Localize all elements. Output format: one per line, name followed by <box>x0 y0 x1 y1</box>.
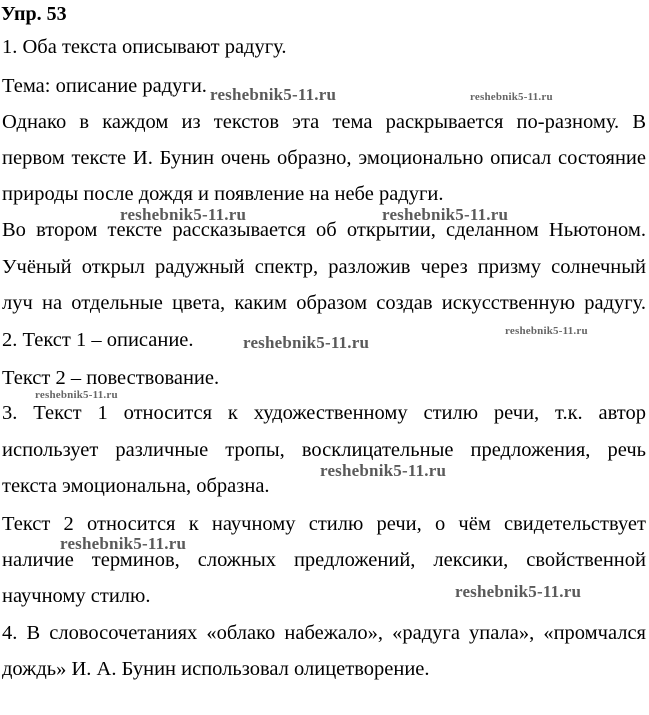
watermark: reshebnik5-11.ru <box>505 325 588 337</box>
exercise-heading: Упр. 53 <box>1 3 67 25</box>
watermark: reshebnik5-11.ru <box>470 91 553 103</box>
text-line-16: научному стилю. <box>2 585 151 607</box>
text-line-1: 1. Оба текста описывают радугу. <box>2 36 287 58</box>
watermark: reshebnik5-11.ru <box>243 333 370 352</box>
text-line-15: наличие терминов, сложных предложений, лексики, свойственной <box>2 549 646 571</box>
text-line-13: текста эмоциональна, образна. <box>2 475 270 497</box>
text-line-14: Текст 2 относится к научному стилю речи, о чём свидетельствует <box>2 513 646 535</box>
watermark: reshebnik5-11.ru <box>120 205 247 224</box>
text-line-5: природы после дождя и появление на небе радуги. <box>2 183 444 205</box>
text-line-3: Однако в каждом из текстов эта тема раскрывается по-разному. В <box>2 111 646 133</box>
watermark: reshebnik5-11.ru <box>455 582 582 601</box>
text-line-2: Тема: описание радуги. <box>2 75 207 97</box>
text-line-11: 3. Текст 1 относится к художественному стилю речи, т.к. автор <box>2 402 646 424</box>
text-line-7: Учёный открыл радужный спектр, разложив через призму солнечный <box>2 256 646 278</box>
text-line-10: Текст 2 – повествование. <box>2 367 220 389</box>
text-line-6: Во втором тексте рассказывается об открытии, сделанном Ньютоном. <box>2 219 646 241</box>
text-line-17: 4. В словосочетаниях «облако набежало», «радуга упала», «промчался <box>2 622 646 644</box>
watermark: reshebnik5-11.ru <box>35 389 118 401</box>
watermark: reshebnik5-11.ru <box>210 85 337 104</box>
text-line-18: дождь» И. А. Бунин использовал олицетворение. <box>2 658 430 680</box>
watermark: reshebnik5-11.ru <box>320 461 447 480</box>
text-line-9: 2. Текст 1 – описание. <box>2 329 194 351</box>
text-line-4: первом тексте И. Бунин очень образно, эмоционально описал состояние <box>2 147 646 169</box>
text-line-12: использует различные тропы, восклицательные предложения, речь <box>2 439 646 461</box>
watermark: reshebnik5-11.ru <box>382 205 509 224</box>
text-line-8: луч на отдельные цвета, каким образом создав искусственную радугу. <box>2 292 646 314</box>
watermark: reshebnik5-11.ru <box>60 534 187 553</box>
